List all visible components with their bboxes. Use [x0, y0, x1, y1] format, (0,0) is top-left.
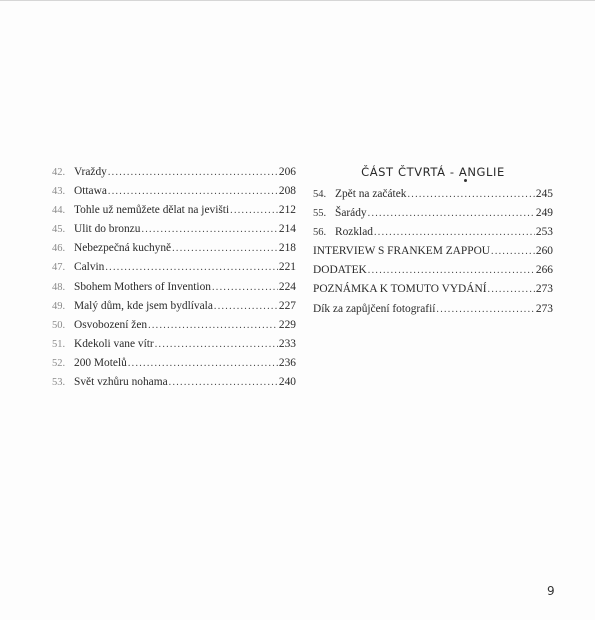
- toc-entry-page: 240: [278, 376, 296, 389]
- toc-entry-page: 224: [278, 280, 296, 293]
- toc-leader-dots: [491, 242, 535, 261]
- toc-entry: [52, 335, 296, 354]
- toc-entry: [52, 316, 296, 335]
- toc-entry: [52, 354, 296, 373]
- toc-entry: [313, 280, 553, 299]
- toc-entry: [313, 223, 553, 242]
- toc-leader-dots: [230, 201, 278, 220]
- toc-entry-page: 214: [278, 223, 296, 236]
- toc-entry-page: 212: [278, 204, 296, 217]
- toc-leader-dots: [436, 300, 535, 319]
- toc-entry: [52, 220, 296, 239]
- toc-leader-dots: [368, 204, 535, 223]
- toc-entry-title: Zpět na začátek: [335, 188, 407, 200]
- toc-entry-title: Kdekoli vane vítr: [74, 337, 154, 350]
- toc-entry-number: 49.: [52, 300, 66, 312]
- toc-entry-title: DODATEK: [313, 264, 367, 277]
- toc-entry-title: Ulit do bronzu: [74, 223, 141, 236]
- toc-entry-page: 236: [278, 356, 296, 369]
- toc-entry-number: 54.: [313, 189, 327, 200]
- toc-entry-page: 221: [278, 261, 296, 274]
- top-rule: [0, 0, 595, 1]
- toc-entry-title: Rozklad: [335, 226, 373, 239]
- toc-entry: [52, 163, 296, 182]
- toc-entry-number: 48.: [52, 281, 66, 293]
- toc-entry-page: 233: [278, 337, 296, 350]
- toc-entry: [313, 300, 553, 319]
- toc-entry-title: Ottawa: [74, 185, 107, 198]
- part-heading-text: ČÁST ČTVRTÁ - ANGLIE: [361, 165, 505, 179]
- toc-entry: [313, 261, 553, 280]
- toc-entry-number: 52.: [52, 357, 66, 369]
- toc-entry: [313, 185, 553, 204]
- toc-leader-dots: [172, 239, 278, 258]
- toc-leader-dots: [488, 280, 535, 299]
- toc-entry-number: 51.: [52, 338, 66, 350]
- toc-leader-dots: [148, 316, 278, 335]
- toc-entry-number: 43.: [52, 186, 66, 198]
- toc-leader-dots: [212, 278, 278, 297]
- toc-entry-page: 229: [278, 318, 296, 331]
- toc-entry-page: 245: [535, 188, 553, 200]
- toc-leader-dots: [141, 220, 277, 239]
- toc-entry-page: 208: [278, 185, 296, 198]
- toc-entry-title: Svět vzhůru nohama: [74, 376, 168, 389]
- toc-entry-page: 227: [278, 299, 296, 312]
- toc-entry-title: Sbohem Mothers of Invention: [74, 280, 211, 293]
- toc-leader-dots: [108, 163, 278, 182]
- toc-leader-dots: [128, 354, 278, 373]
- toc-entry-page: 218: [278, 242, 296, 255]
- page-number: 9: [547, 584, 555, 598]
- toc-leader-dots: [374, 223, 535, 242]
- toc-entry-page: 273: [535, 283, 553, 296]
- toc-entry-page: 206: [278, 166, 296, 178]
- toc-entry-number: 50.: [52, 319, 66, 331]
- toc-entry-number: 44.: [52, 205, 66, 217]
- toc-entry: [52, 297, 296, 316]
- toc-right-column: [313, 163, 553, 319]
- toc-entry: [313, 204, 553, 223]
- toc-right-entries: [313, 185, 553, 319]
- toc-entry-title: INTERVIEW S FRANKEM ZAPPOU: [313, 245, 491, 258]
- toc-entry-number: 53.: [52, 377, 66, 389]
- toc-entry: [52, 278, 296, 297]
- toc-leader-dots: [368, 261, 535, 280]
- toc-leader-dots: [105, 258, 278, 277]
- toc-entry-number: 42.: [52, 167, 66, 178]
- part-heading: [313, 163, 553, 185]
- toc-entry-title: POZNÁMKA K TOMUTO VYDÁNÍ: [313, 283, 487, 296]
- toc-entry-number: 45.: [52, 224, 66, 236]
- toc-entry-title: Dík za zapůjčení fotografií: [313, 302, 436, 315]
- toc-entry-page: 273: [535, 302, 553, 315]
- toc-entry-title: Vraždy: [74, 166, 107, 178]
- toc-leader-dots: [407, 185, 534, 204]
- toc-leader-dots: [108, 182, 278, 201]
- toc-entry-title: Nebezpečná kuchyně: [74, 242, 172, 255]
- toc-entry-title: Malý dům, kde jsem bydlívala: [74, 299, 213, 312]
- toc-entry-title: Calvin: [74, 261, 105, 274]
- toc-leader-dots: [169, 373, 278, 392]
- toc-entry-number: 56.: [313, 227, 327, 239]
- toc-entry-title: 200 Motelů: [74, 356, 127, 369]
- toc-entry-title: Šarády: [335, 207, 367, 220]
- toc-entry: [52, 258, 296, 277]
- toc-leader-dots: [214, 297, 278, 316]
- toc-leader-dots: [155, 335, 278, 354]
- toc-entry-number: 55.: [313, 208, 327, 220]
- toc-entry: [52, 182, 296, 201]
- toc-entry-page: 266: [535, 264, 553, 277]
- toc-entry-number: 46.: [52, 243, 66, 255]
- toc-entry-number: 47.: [52, 262, 66, 274]
- toc-entry: [52, 373, 296, 392]
- toc-entry-title: Tohle už nemůžete dělat na jevišti: [74, 204, 230, 217]
- toc-entry-title: Osvobození žen: [74, 318, 148, 331]
- heading-mark: [464, 179, 467, 182]
- toc-entry: [52, 201, 296, 220]
- toc-entry-page: 260: [535, 245, 553, 258]
- toc-entry: [52, 239, 296, 258]
- toc-left-column: [52, 163, 296, 392]
- toc-entry-page: 249: [535, 207, 553, 220]
- toc-entry: [313, 242, 553, 261]
- toc-entry-page: 253: [535, 226, 553, 239]
